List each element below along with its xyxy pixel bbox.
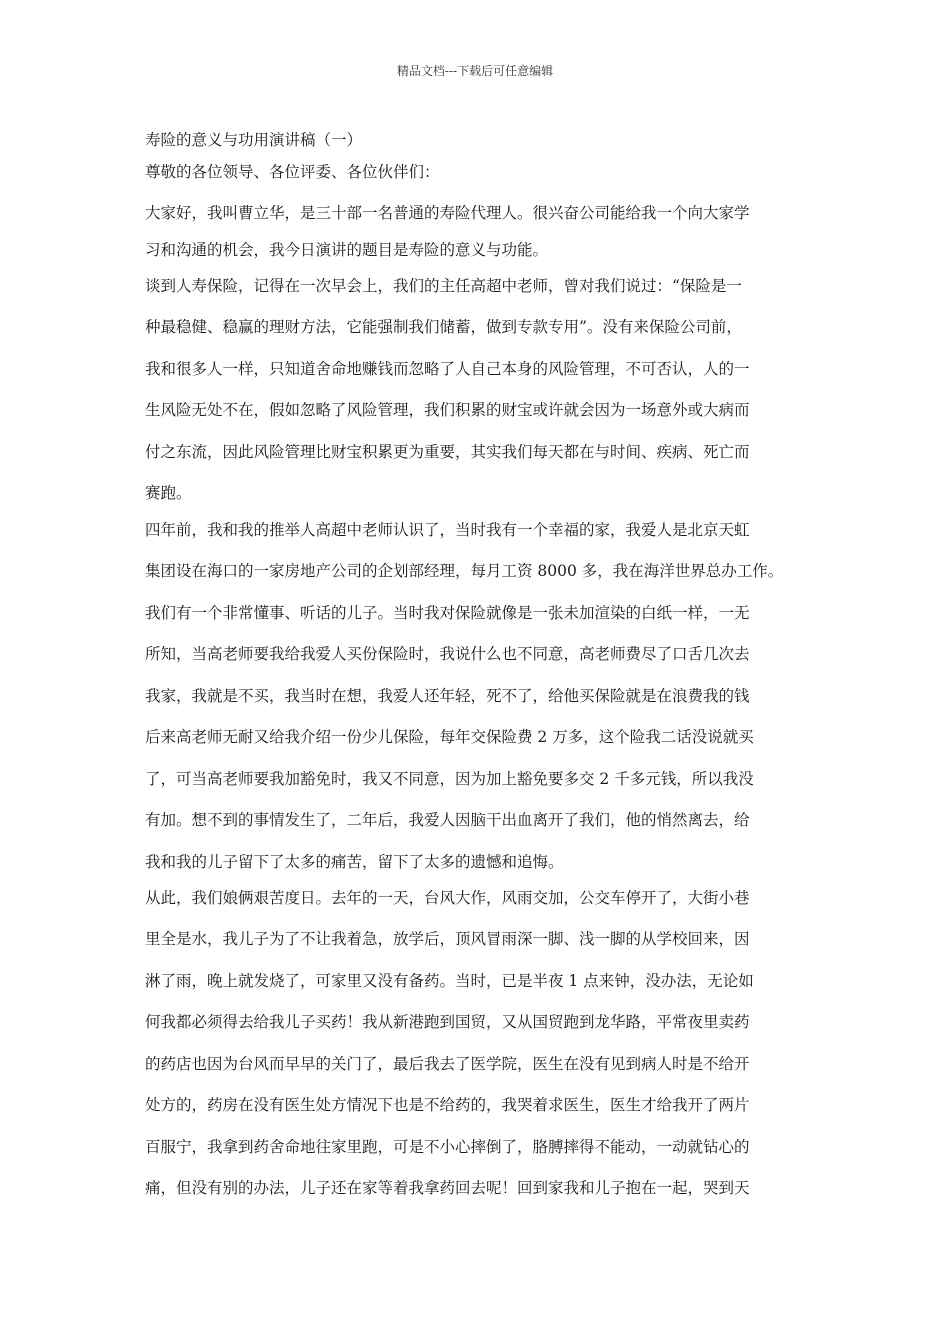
paragraph-line: 了，可当高老师要我加豁免时，我又不同意，因为加上豁免要多交 2 千多元钱，所以我没 [145, 770, 754, 788]
paragraph-line: 百服宁，我拿到药舍命地往家里跑，可是不小心摔倒了，胳膊摔得不能动，一动就钻心的 [145, 1138, 750, 1156]
paragraph-line: 何我都必须得去给我儿子买药！我从新港跑到国贸，又从国贸跑到龙华路，平常夜里卖药 [145, 1013, 750, 1031]
paragraph-line: 四年前，我和我的推举人高超中老师认识了，当时我有一个幸福的家，我爱人是北京天虹 [145, 521, 750, 539]
paragraph-line: 处方的，药房在没有医生处方情况下也是不给药的，我哭着求医生，医生才给我开了两片 [145, 1096, 750, 1114]
paragraph-line: 种最稳健、稳赢的理财方法，它能强制我们储蓄，做到专款专用”。没有来保险公司前， [145, 318, 742, 336]
paragraph-line: 赛跑。 [145, 484, 192, 502]
paragraph-line: 所知，当高老师要我给我爱人买份保险时，我说什么也不同意，高老师费尽了口舌几次去 [145, 645, 750, 663]
document-title: 寿险的意义与功用演讲稿（一） [145, 131, 363, 149]
paragraph-line: 淋了雨，晚上就发烧了，可家里又没有备药。当时，已是半夜 1 点来钟，没办法，无论如 [145, 972, 754, 990]
paragraph-line: 痛，但没有别的办法，儿子还在家等着我拿药回去呢！回到家我和儿子抱在一起，哭到天 [145, 1179, 750, 1197]
salutation: 尊敬的各位领导、各位评委、各位伙伴们： [145, 163, 440, 181]
paragraph-line: 我和很多人一样，只知道舍命地赚钱而忽略了人自己本身的风险管理，不可否认，人的一 [145, 360, 750, 378]
paragraph-line: 习和沟通的机会，我今日演讲的题目是寿险的意义与功能。 [145, 241, 549, 259]
paragraph-line: 从此，我们娘俩艰苦度日。去年的一天，台风大作，风雨交加，公交车停开了，大街小巷 [145, 889, 750, 907]
paragraph-line: 后来高老师无耐又给我介绍一份少儿保险，每年交保险费 2 万多，这个险我二话没说就买 [145, 728, 754, 746]
paragraph-line: 我和我的儿子留下了太多的痛苦，留下了太多的遗憾和追悔。 [145, 853, 564, 871]
paragraph-line: 大家好，我叫曹立华，是三十部一名普通的寿险代理人。很兴奋公司能给我一个向大家学 [145, 204, 750, 222]
paragraph-line: 集团设在海口的一家房地产公司的企划部经理，每月工资 8000 多，我在海洋世界总办工作。 [145, 562, 784, 580]
paragraph-line: 我家，我就是不买，我当时在想，我爱人还年轻，死不了，给他买保险就是在浪费我的钱 [145, 687, 750, 705]
paragraph-line: 有加。想不到的事情发生了，二年后，我爱人因脑干出血离开了我们，他的悄然离去，给 [145, 811, 750, 829]
paragraph-line: 的药店也因为台风而早早的关门了，最后我去了医学院，医生在没有见到病人时是不给开 [145, 1055, 750, 1073]
page-header: 精品文档---下载后可任意编辑 [396, 64, 554, 78]
paragraph-line: 生风险无处不在，假如忽略了风险管理，我们积累的财宝或许就会因为一场意外或大病而 [145, 401, 750, 419]
paragraph-line: 谈到人寿保险，记得在一次早会上，我们的主任高超中老师，曾对我们说过：“保险是一 [145, 277, 742, 295]
paragraph-line: 付之东流，因此风险管理比财宝积累更为重要，其实我们每天都在与时间、疾病、死亡而 [145, 443, 750, 461]
paragraph-line: 里全是水，我儿子为了不让我着急，放学后，顶风冒雨深一脚、浅一脚的从学校回来，因 [145, 930, 750, 948]
paragraph-line: 我们有一个非常懂事、听话的儿子。当时我对保险就像是一张未加渲染的白纸一样，一无 [145, 604, 750, 622]
